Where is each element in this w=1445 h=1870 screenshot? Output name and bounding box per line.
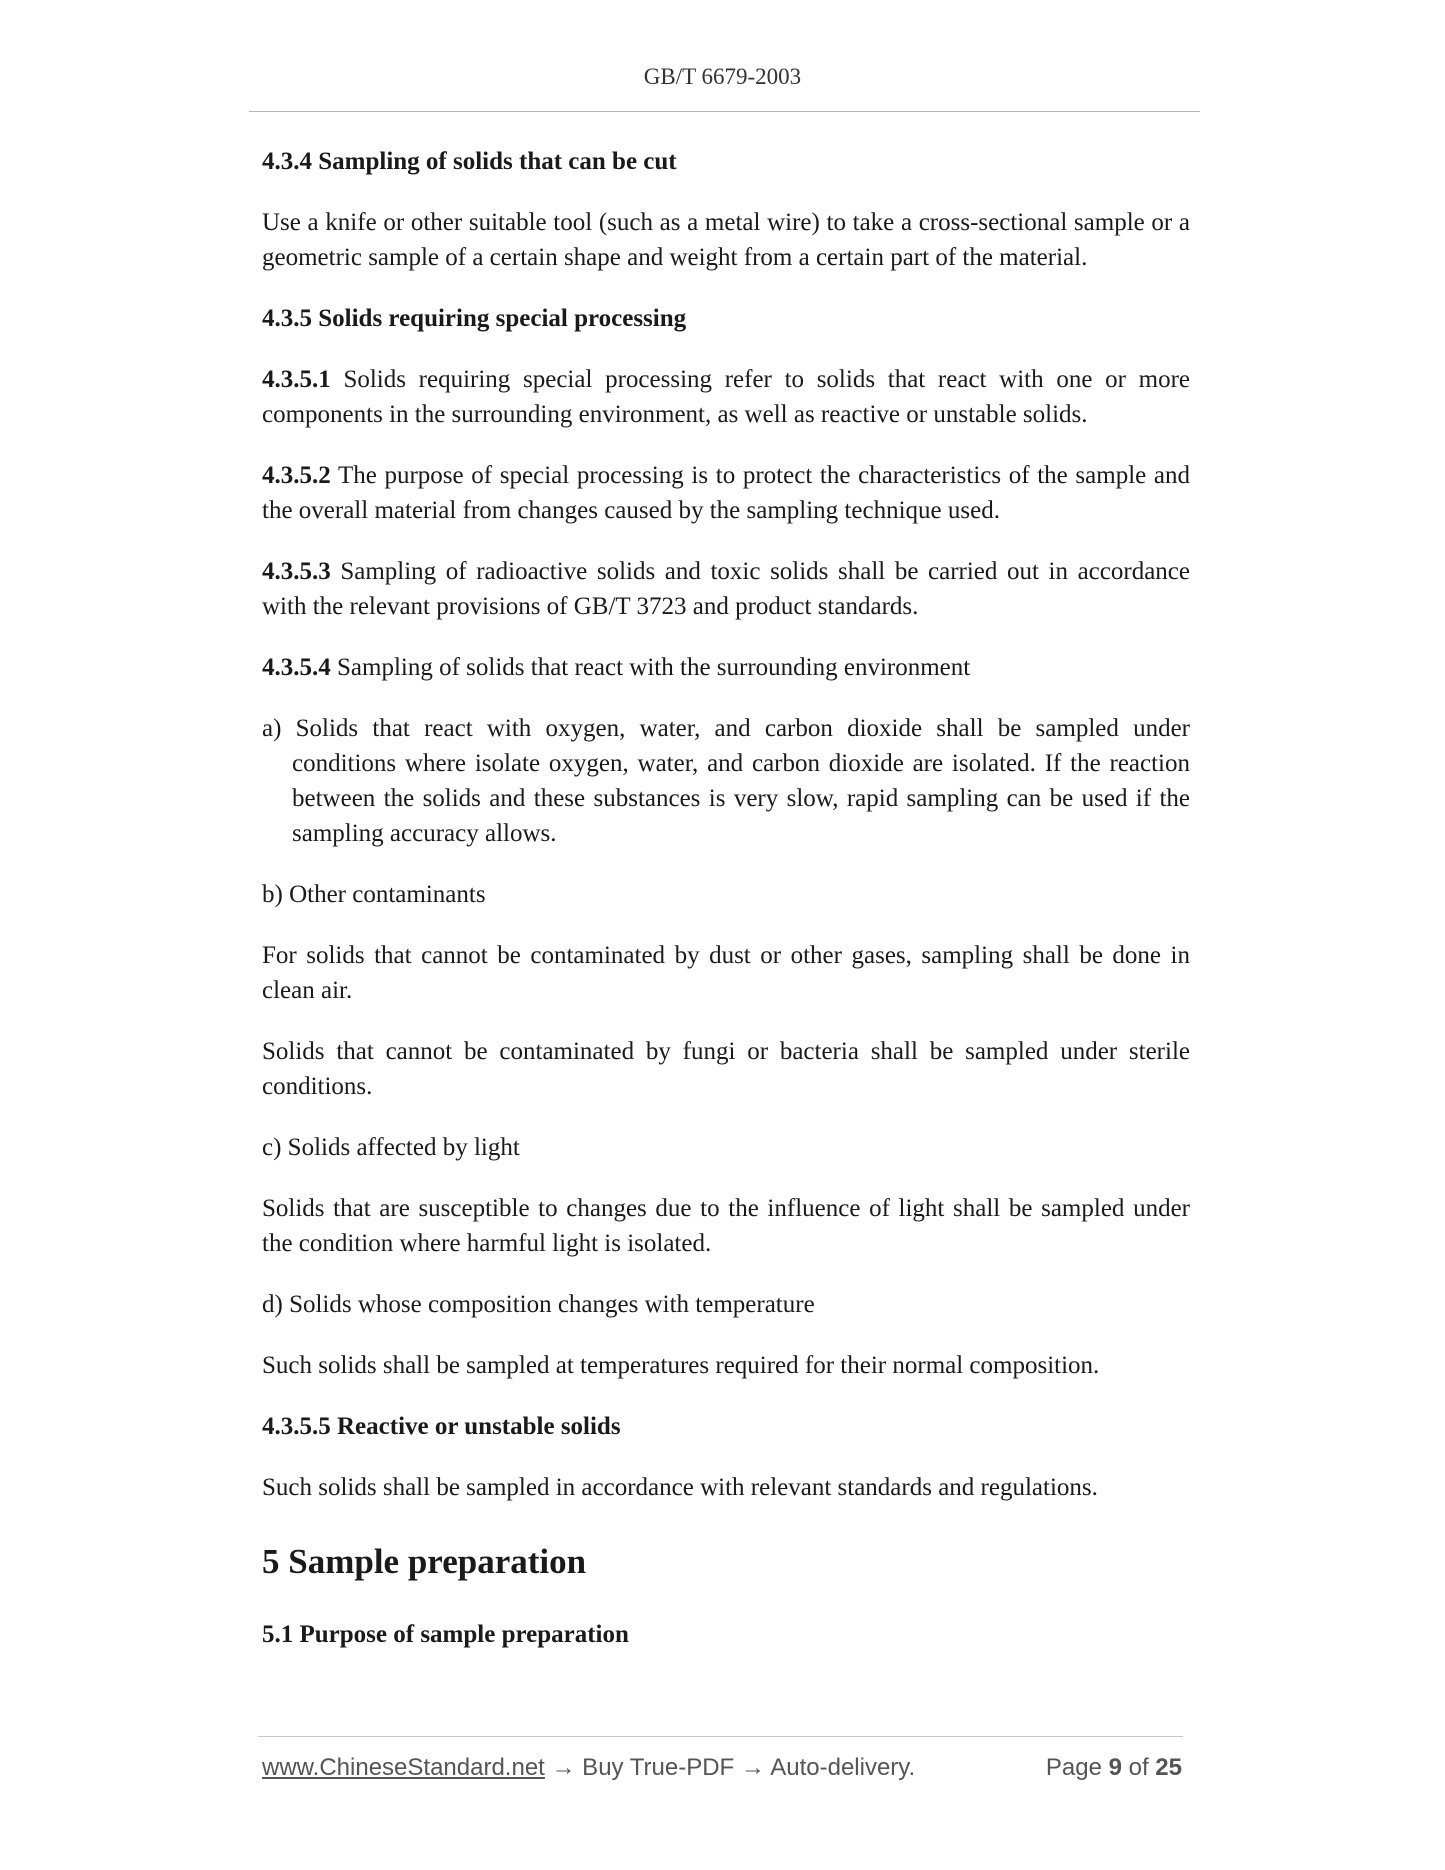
- clause-4-3-5-2: [262, 458, 1190, 528]
- clause-text: Sampling of solids that react with the surrounding environment: [330, 654, 971, 681]
- list-item-a: a) Solids that react with oxygen, water, and carbon dioxide shall be sampled under conditions where isolate oxygen, water, and carbon dioxide are isolated. If the reaction between the solids and these substances is very slow, rapid sampling can be used if the sampling accuracy allows.: [262, 715, 1190, 847]
- list-item-d: d) Solids whose composition changes with temperature: [262, 1291, 815, 1318]
- clause-number: 4.3.5.4: [262, 654, 331, 681]
- page-label: Page: [1045, 1754, 1109, 1781]
- footer-divider: [258, 1736, 1183, 1737]
- page-footer: [262, 1754, 1182, 1782]
- clause-text: The purpose of special processing is to protect the characteristics of the sample and the overall material from changes caused by the sampling technique used.: [262, 462, 1190, 524]
- total-pages: 25: [1155, 1754, 1182, 1781]
- list-item-b-paragraph-2: Solids that cannot be contaminated by fungi or bacteria shall be sampled under sterile conditions.: [262, 1038, 1190, 1100]
- section-4-3-5-5-title: 4.3.5.5 Reactive or unstable solids: [262, 1413, 621, 1440]
- clause-text: Solids requiring special processing refer to solids that react with one or more components in the surrounding environment, as well as reactive or unstable solids.: [262, 366, 1190, 428]
- list-item-d-paragraph: Such solids shall be sampled at temperatures required for their normal composition.: [262, 1352, 1100, 1379]
- clause-number: 4.3.5.3: [262, 558, 331, 585]
- chinesestandard-link[interactable]: www.ChineseStandard.net: [262, 1754, 545, 1781]
- footer-promo-text: → Buy True-PDF → Auto-delivery.: [544, 1754, 916, 1781]
- clause-4-3-5-1: [262, 362, 1190, 432]
- section-4-3-4-body: Use a knife or other suitable tool (such as a metal wire) to take a cross-sectional sample or a geometric sample of a certain shape and weight from a certain part of the material.: [262, 209, 1190, 271]
- section-4-3-4-title: 4.3.4 Sampling of solids that can be cut: [262, 148, 677, 175]
- of-label: of: [1121, 1754, 1156, 1781]
- page-header: GB/T 6679-2003: [643, 64, 802, 89]
- section-4-3-5-title: 4.3.5 Solids requiring special processing: [262, 305, 687, 332]
- list-item-c-paragraph: Solids that are susceptible to changes due to the influence of light shall be sampled under the condition where harmful light is isolated.: [262, 1195, 1190, 1257]
- chapter-5-title: 5 Sample preparation: [262, 1542, 587, 1581]
- clause-4-3-5-4: [262, 650, 1190, 685]
- clause-number: 4.3.5.1: [262, 366, 331, 393]
- current-page: 9: [1108, 1754, 1122, 1781]
- section-4-3-5-5-body: Such solids shall be sampled in accordance with relevant standards and regulations.: [262, 1474, 1098, 1501]
- clause-number: 4.3.5.2: [262, 462, 331, 489]
- clause-text: Sampling of radioactive solids and toxic solids shall be carried out in accordance with the relevant provisions of GB/T 3723 and product standards.: [262, 558, 1190, 620]
- section-5-1-title: 5.1 Purpose of sample preparation: [262, 1621, 629, 1648]
- page-number: [1046, 1754, 1182, 1782]
- list-item-c: c) Solids affected by light: [262, 1134, 520, 1161]
- document-body: [262, 144, 1190, 1678]
- clause-4-3-5-3: [262, 554, 1190, 624]
- list-item-b: b) Other contaminants: [262, 881, 486, 908]
- list-item-b-paragraph-1: For solids that cannot be contaminated by dust or other gases, sampling shall be done in clean air.: [262, 942, 1190, 1004]
- header-divider: [249, 111, 1200, 112]
